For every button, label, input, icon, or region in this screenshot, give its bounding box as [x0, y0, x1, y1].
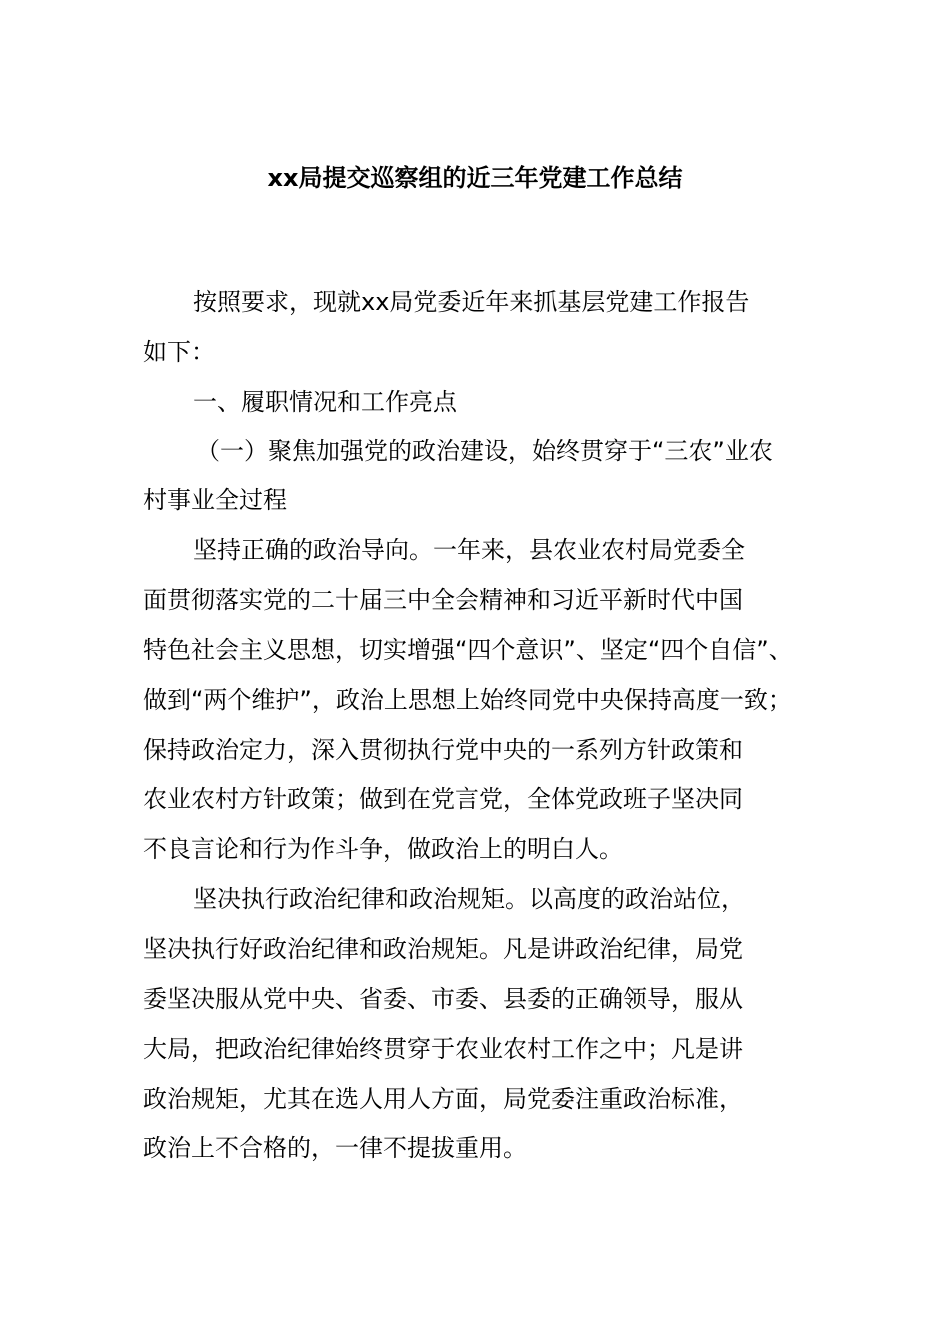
paragraph-line: 政治上不合格的，一律不提拔重用。 — [143, 1134, 527, 1162]
paragraph-line: 大局，把政治纪律始终贯穿于农业农村工作之中；凡是讲 — [143, 1035, 743, 1063]
paragraph-line: 按照要求，现就xx局党委近年来抓基层党建工作报告 — [193, 288, 750, 316]
paragraph-line: 坚决执行好政治纪律和政治规矩。凡是讲政治纪律，局党 — [143, 935, 743, 963]
paragraph-line: 委坚决服从党中央、省委、市委、县委的正确领导，服从 — [143, 985, 743, 1013]
subsection-heading: （一）聚焦加强党的政治建设，始终贯穿于“三农”业农 — [196, 437, 773, 465]
subsection-heading: 村事业全过程 — [143, 486, 287, 514]
paragraph-line: 做到“两个维护”，政治上思想上始终同党中央保持高度一致； — [143, 686, 792, 714]
paragraph-line: 特色社会主义思想，切实增强“四个意识”、坚定“四个自信”、 — [143, 636, 793, 664]
paragraph-line: 面贯彻落实党的二十届三中全会精神和习近平新时代中国 — [143, 586, 743, 614]
section-heading: 一、履职情况和工作亮点 — [193, 388, 457, 416]
paragraph-line: 农业农村方针政策；做到在党言党，全体党政班子坚决同 — [143, 785, 743, 813]
paragraph-line: 政治规矩，尤其在选人用人方面，局党委注重政治标准， — [143, 1085, 743, 1113]
paragraph-line: 坚持正确的政治导向。一年来，县农业农村局党委全 — [193, 536, 745, 564]
document-title: xx局提交巡察组的近三年党建工作总结 — [267, 164, 683, 192]
paragraph-line: 保持政治定力，深入贯彻执行党中央的一系列方针政策和 — [143, 736, 743, 764]
paragraph-line: 不良言论和行为作斗争，做政治上的明白人。 — [143, 835, 623, 863]
paragraph-line: 如下： — [143, 338, 215, 366]
paragraph-line: 坚决执行政治纪律和政治规矩。以高度的政治站位， — [193, 885, 745, 913]
